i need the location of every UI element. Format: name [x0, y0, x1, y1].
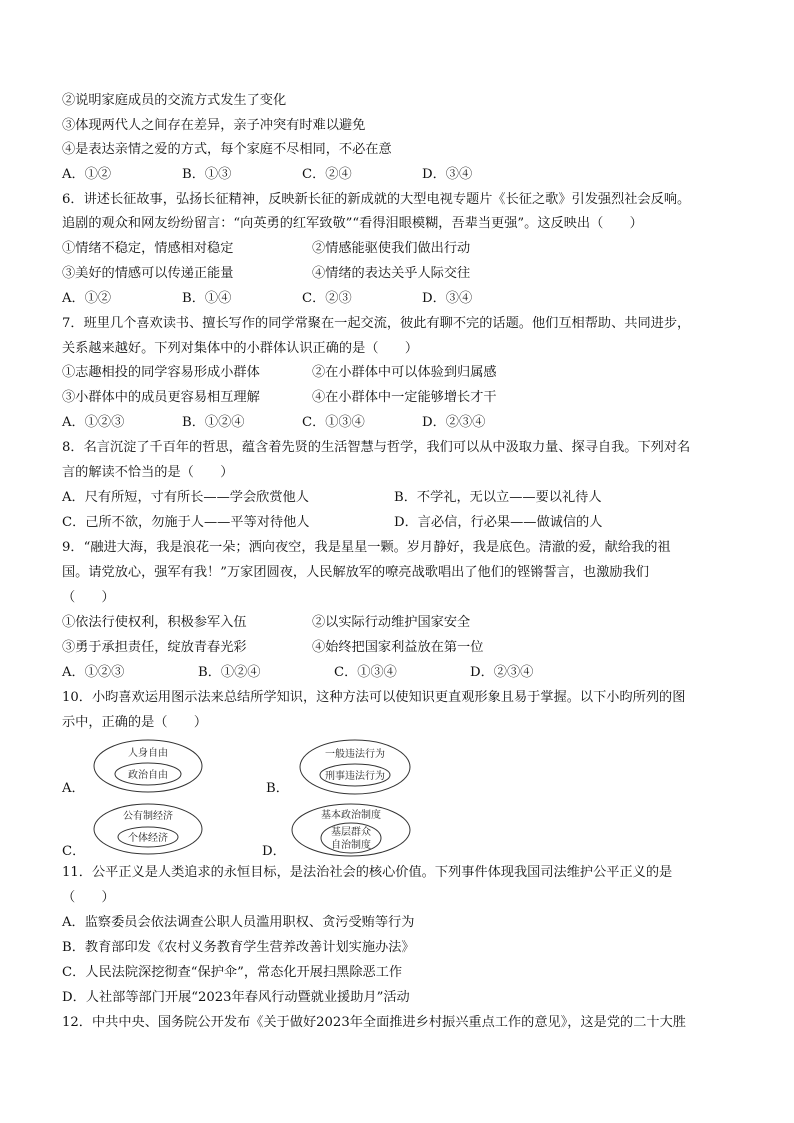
q10-option-c-label[interactable]: C．	[62, 844, 86, 859]
q6-option-d[interactable]: D．③④	[422, 291, 473, 306]
q7-statements-row1	[62, 364, 742, 382]
q5-option-a[interactable]: A．①②	[62, 167, 112, 182]
q5-option-d[interactable]: D．③④	[422, 167, 473, 182]
q8-option-c[interactable]: C．己所不欲，勿施于人——平等对待他人	[62, 515, 310, 530]
q11-stem-line1: 11．公平正义是人类追求的永恒目标，是法治社会的核心价值。下列事件体现我国司法维护公平正义的是	[62, 865, 673, 880]
q6-options	[62, 290, 742, 308]
q9-option-d[interactable]: D．②③④	[470, 665, 534, 680]
q7-stem-line1: 7．班里几个喜欢读书、擅长写作的同学常聚在一起交流，彼此有聊不完的话题。他们互相帮助、共同进步，	[62, 316, 691, 331]
q10-b-outer-text: 一般违法行为	[325, 749, 385, 760]
q8-option-d[interactable]: D．言必信，行必果——做诚信的人	[394, 515, 603, 530]
q5-options	[62, 166, 742, 184]
q9-option-a[interactable]: A．①②③	[62, 665, 125, 680]
q10-stem-line1: 10．小昀喜欢运用图示法来总结所学知识，这种方法可以使知识更直观形象且易于掌握。以下小昀所列的图	[62, 690, 686, 705]
q8-option-b[interactable]: B．不学礼，无以立——要以礼待人	[394, 490, 602, 505]
q7-option-b[interactable]: B．①②④	[182, 415, 245, 430]
q7-statements-row2	[62, 389, 742, 407]
q7-statement-4: ④在小群体中一定能够增长才干	[312, 390, 497, 405]
q11-option-c[interactable]: C．人民法院深挖彻查“保护伞”，常态化开展扫黑除恶工作	[62, 965, 403, 980]
q8-stem-line1: 8．名言沉淀了千百年的哲思，蕴含着先贤的生活智慧与哲学，我们可以从中汲取力量、探寻自我。下列对名	[62, 440, 691, 455]
q6-option-b[interactable]: B．①④	[182, 291, 232, 306]
q12-stem-line1: 12．中共中央、国务院公开发布《关于做好2023年全面推进乡村振兴重点工作的意见》，这是党的二十大胜	[62, 1015, 686, 1030]
q6-option-c[interactable]: C．②③	[302, 291, 352, 306]
q10-stem-line2: 示中，正确的是（ ）	[62, 715, 208, 730]
q5-statement-4: ④是表达亲情之爱的方式，每个家庭不尽相同，不必在意	[62, 142, 392, 157]
q9-stem-line1: 9．“融进大海，我是浪花一朵；洒向夜空，我是星星一颗。岁月静好，我是底色。清澈的爱，献给我的祖	[62, 540, 671, 555]
q6-statement-1: ①情绪不稳定，情感相对稳定	[62, 241, 234, 256]
q11-option-d[interactable]: D．人社部等部门开展“2023年春风行动暨就业援助月”活动	[62, 990, 410, 1005]
q9-statements-row1	[62, 614, 742, 632]
q10-d-inner-text-2: 自治制度	[331, 840, 371, 851]
q5-option-c[interactable]: C．②④	[302, 167, 352, 182]
q11-option-b[interactable]: B．教育部印发《农村义务教育学生营养改善计划实施办法》	[62, 940, 415, 955]
q10-a-inner-text: 政治自由	[128, 770, 168, 781]
q6-statement-4: ④情绪的表达关乎人际交往	[312, 266, 471, 281]
q11-stem-line2: （ ）	[62, 890, 115, 905]
q5-option-b[interactable]: B．①③	[182, 167, 232, 182]
q9-stem-line2: 国。请党放心，强军有我！”万家团圆夜，人民解放军的嘹亮战歌唱出了他们的铿锵誓言，也激励我们	[62, 565, 649, 580]
q6-stem-line2: 追剧的观众和网友纷纷留言：“向英勇的红军致敬”“看得泪眼模糊，吾辈当更强”。这反映出（ ）	[62, 216, 643, 231]
q10-diagram-b[interactable]	[298, 738, 412, 796]
q6-stem-line1: 6．讲述长征故事，弘扬长征精神，反映新长征的新成就的大型电视专题片《长征之歌》引发强烈社会反响。	[62, 192, 691, 207]
q10-option-a-label[interactable]: A．	[62, 781, 85, 796]
q9-statements-row2	[62, 639, 742, 657]
q7-option-d[interactable]: D．②③④	[422, 415, 486, 430]
q6-statement-3: ③美好的情感可以传递正能量	[62, 266, 234, 281]
q5-statement-2: ②说明家庭成员的交流方式发生了变化	[62, 93, 287, 108]
q7-option-c[interactable]: C．①③④	[302, 415, 365, 430]
q10-c-outer-text: 公有制经济	[123, 811, 173, 822]
q10-diagram-a[interactable]	[92, 738, 204, 794]
q7-stem-line2: 关系越来越好。下列对集体中的小群体认识正确的是（ ）	[62, 341, 419, 356]
q9-statement-4: ④始终把国家利益放在第一位	[312, 640, 484, 655]
q8-option-a[interactable]: A．尺有所短，寸有所长——学会欣赏他人	[62, 490, 309, 505]
q6-statement-2: ②情感能驱使我们做出行动	[312, 241, 471, 256]
q9-statement-2: ②以实际行动维护国家安全	[312, 615, 471, 630]
q7-statement-1: ①志趣相投的同学容易形成小群体	[62, 365, 260, 380]
q9-statement-3: ③勇于承担责任，绽放青春光彩	[62, 640, 247, 655]
q10-b-inner-text: 刑事违法行为	[325, 771, 385, 782]
q11-option-a[interactable]: A．监察委员会依法调查公职人员滥用职权、贪污受贿等行为	[62, 915, 415, 930]
q9-option-c[interactable]: C．①③④	[334, 665, 397, 680]
q10-d-inner-text-1: 基层群众	[331, 827, 371, 838]
q6-statements-row1	[62, 240, 742, 258]
q8-options-row2	[62, 514, 742, 532]
q8-options-row1	[62, 489, 742, 507]
q9-statement-1: ①依法行使权利，积极参军入伍	[62, 615, 247, 630]
q10-option-d-label[interactable]: D．	[262, 844, 286, 859]
q7-options	[62, 414, 742, 432]
q9-stem-line3: （ ）	[62, 590, 115, 605]
q9-option-b[interactable]: B．①②④	[198, 665, 261, 680]
q7-statement-3: ③小群体中的成员更容易相互理解	[62, 390, 260, 405]
q10-d-outer-text: 基本政治制度	[321, 810, 381, 821]
q10-diagram-d[interactable]	[290, 802, 412, 858]
q10-diagram-c[interactable]	[92, 802, 204, 856]
q6-statements-row2	[62, 265, 742, 283]
q8-stem-line2: 言的解读不恰当的是（ ）	[62, 465, 234, 480]
q10-c-inner-text: 个体经济	[128, 833, 168, 844]
q6-option-a[interactable]: A．①②	[62, 291, 112, 306]
q10-a-outer-text: 人身自由	[128, 748, 168, 759]
q10-option-b-label[interactable]: B．	[266, 781, 289, 796]
q7-option-a[interactable]: A．①②③	[62, 415, 125, 430]
q5-statement-3: ③体现两代人之间存在差异，亲子冲突有时难以避免	[62, 118, 366, 133]
q7-statement-2: ②在小群体中可以体验到归属感	[312, 365, 497, 380]
q9-options	[62, 664, 742, 682]
